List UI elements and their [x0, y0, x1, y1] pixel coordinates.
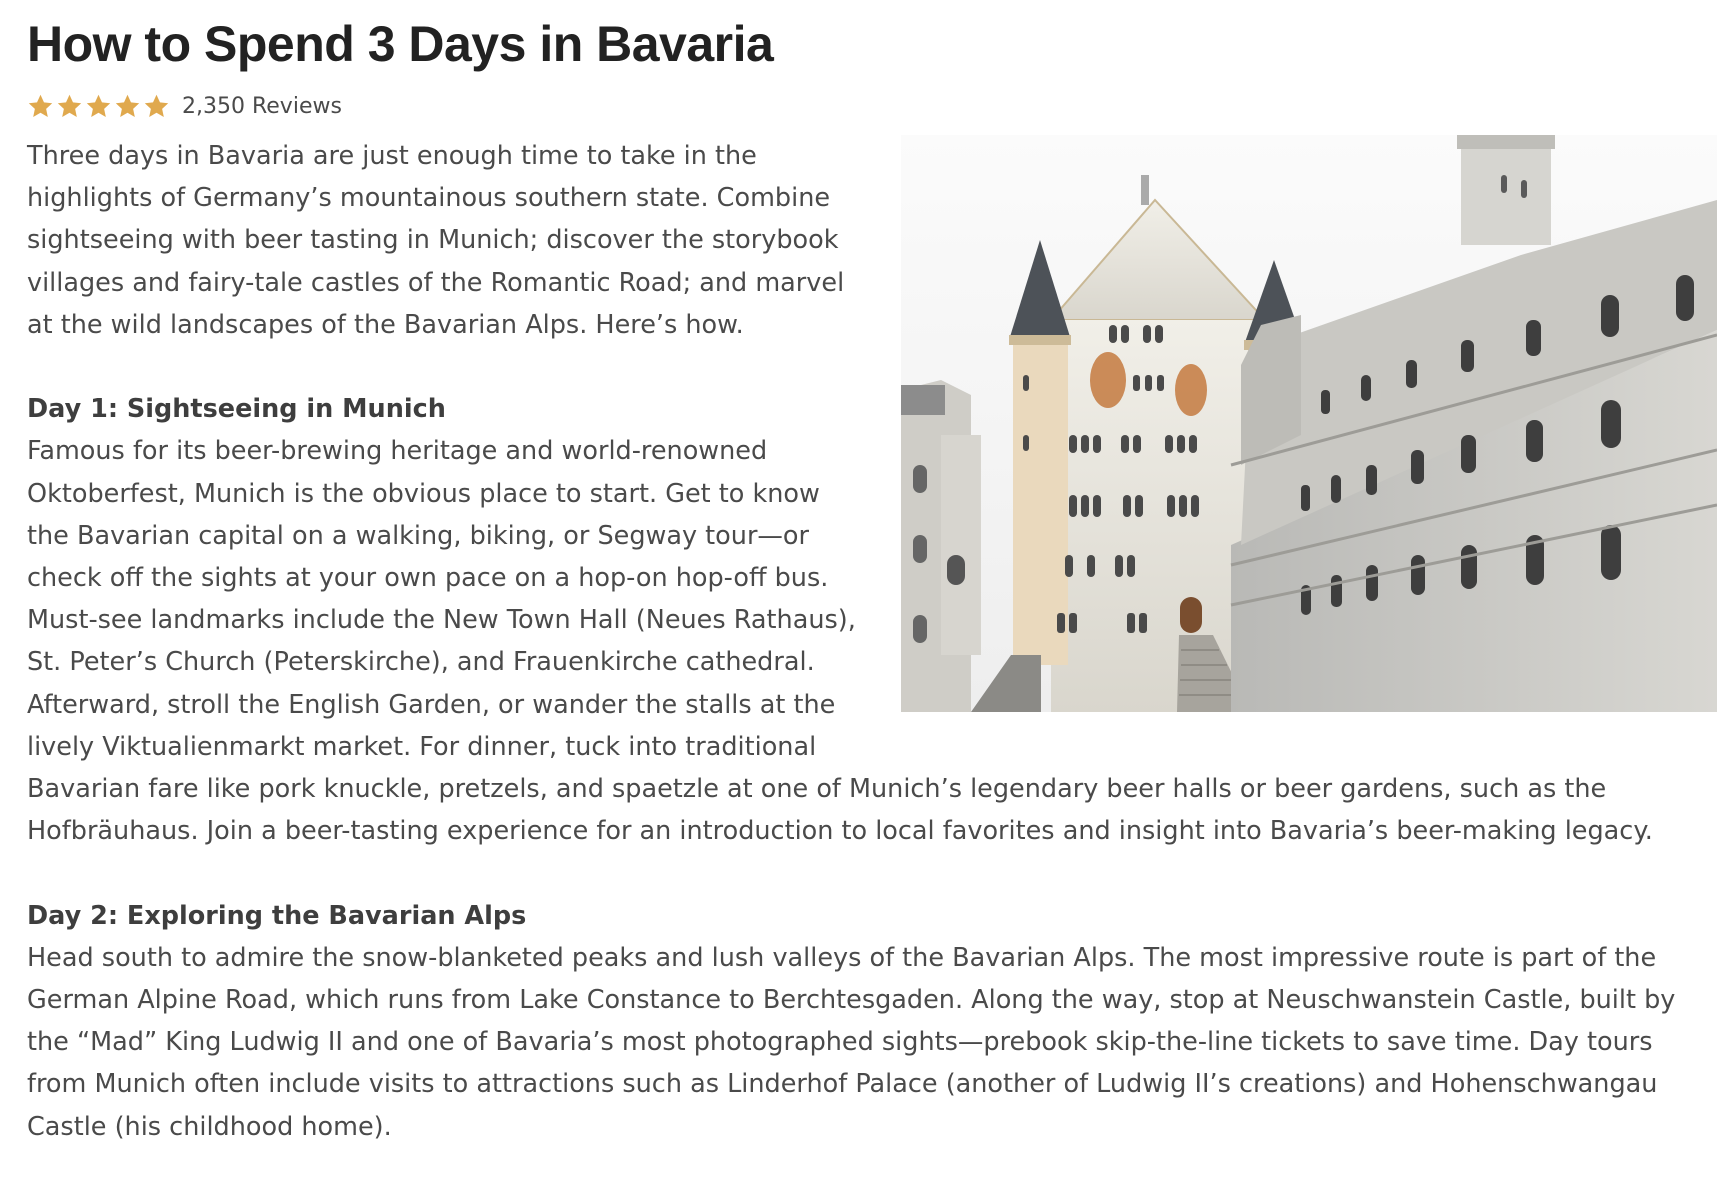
- reviews-count-link[interactable]: 2,350 Reviews: [182, 93, 342, 119]
- star-icon: [114, 93, 141, 120]
- star-icon: [143, 93, 170, 120]
- star-icon: [85, 93, 112, 120]
- page-title: How to Spend 3 Days in Bavaria: [27, 16, 774, 72]
- star-icon: [56, 93, 83, 120]
- section-heading-day-2: Day 2: Exploring the Bavarian Alps: [27, 900, 527, 931]
- intro-paragraph: Three days in Bavaria are just enough time to take in the highlights of Germany’s mountainous southern state. Combine sightseeing with beer tasting in Munich; discover the storybook villages and fairy-tale castles of the Romantic Road; and marvel at the wild landscapes of the Bavarian Alps. Here’s how.: [27, 141, 845, 340]
- section-heading-day-1: Day 1: Sightseeing in Munich: [27, 394, 446, 425]
- article-body: [27, 135, 1717, 1148]
- star-icon: [27, 93, 54, 120]
- section-text-day-1: Famous for its beer-brewing heritage and world-renowned Oktoberfest, Munich is the obvious place to start. Get to know the Bavarian capital on a walking, biking, or Segway tour—or check off the sights at your own pace on a hop-on hop-off bus. Must-see landmarks include the New Town Hall (Neues Rathaus), St. Peter’s Church (Peterskirche), and Frauenkirche cathedral. Afterward, stroll the English Garden, or wander the stalls at the lively Viktualienmarkt market. For dinner, tuck into traditional Bavarian fare like pork knuckle, pretzels, and spaetzle at one of Munich’s legendary beer halls or beer gardens, such as the Hofbräuhaus. Join a beer-tasting experience for an introduction to local favorites and insight into Bavaria’s beer-making legacy.: [27, 436, 1653, 847]
- castle-illustration: [901, 135, 1717, 712]
- rating-summary[interactable]: [27, 90, 1717, 122]
- section-day-2: [27, 895, 1717, 1148]
- castle-photo: [901, 135, 1717, 712]
- section-text-day-2: Head south to admire the snow-blanketed peaks and lush valleys of the Bavarian Alps. The most impressive route is part of the German Alpine Road, which runs from Lake Constance to Berchtesgaden. Along the way, stop at Neuschwanstein Castle, built by the “Mad” King Ludwig II and one of Bavaria’s most photographed sights—prebook skip-the-line tickets to save time. Day tours from Munich often include visits to attractions such as Linderhof Palace (another of Ludwig II’s creations) and Hohenschwangau Castle (his childhood home).: [27, 942, 1676, 1142]
- article: [27, 0, 1717, 1190]
- star-rating: [27, 93, 170, 120]
